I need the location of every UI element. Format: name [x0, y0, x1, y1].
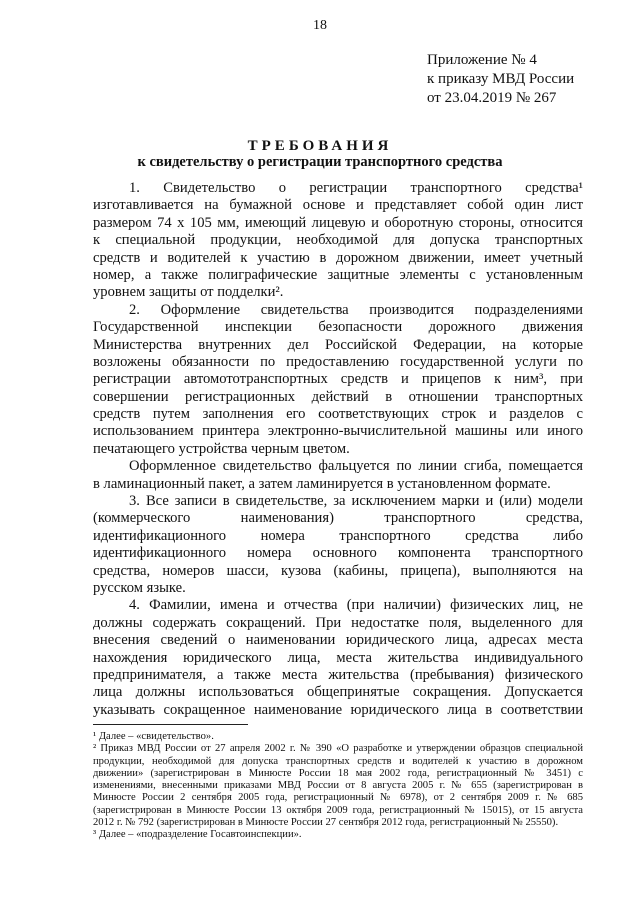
body-line: идентификационного номера транспортного средства либо — [93, 527, 583, 544]
footnote-line: движении» (зарегистрирован в Минюсте России 18 мая 2002 года, регистрационный № 3451) с — [93, 767, 583, 779]
body-line: печатающего устройства черным цветом. — [93, 440, 350, 457]
appendix-line: от 23.04.2019 № 267 — [427, 90, 557, 106]
body-line: уровнем защиты от подделки². — [93, 284, 284, 301]
footnote-line: (зарегистрирован в Минюсте России 13 октября 2009 года, регистрационный № 15015), от 15 августа — [93, 804, 583, 816]
footnote-line: ² Приказ МВД России от 27 апреля 2002 г. № 390 «О разработке и утверждении образцов специальной — [93, 743, 583, 755]
footnote-line: изменениями, внесенными приказами МВД России от 8 августа 2005 г. № 655 (зарегистрирован в — [93, 780, 583, 792]
body-text — [93, 180, 583, 719]
body-line: средств и водителей к участию в дорожном движении, имеет учетный — [93, 249, 583, 266]
footnote-divider — [93, 724, 248, 725]
footnote-line: продукции, необходимой для допуска транспортных средств и водителей к участию в дорожном — [93, 755, 583, 767]
footnote-line: 2012 г. № 792 (зарегистрирован в Минюсте России 27 сентября 2012 года, регистрационный № 25550). — [93, 817, 559, 829]
body-line: возложены обязанности по предоставлению государственной услуги по — [93, 353, 583, 370]
body-line: 1. Свидетельство о регистрации транспортного средства¹ — [129, 180, 583, 196]
body-line: должны содержать сокращений. При недостатке поля, выделенного для — [93, 614, 583, 631]
body-line: в ламинационный пакет, а затем ламинируется в установленном формате. — [93, 475, 551, 492]
body-line: внесения сведений о наименовании юридического лица, адресах места — [93, 632, 583, 649]
document-title: ТРЕБОВАНИЯ — [247, 138, 393, 154]
appendix-line: Приложение № 4 — [427, 52, 537, 68]
appendix-line: к приказу МВД России — [427, 71, 575, 87]
body-line: 2. Оформление свидетельства производится подразделениями — [129, 301, 583, 318]
appendix-block — [427, 51, 574, 108]
body-line: 3. Все записи в свидетельстве, за исключением марки и (или) модели — [129, 493, 583, 510]
body-line: нахождения юридического лица, места жительства индивидуального — [93, 649, 583, 666]
body-line: номер, а также полиграфические защитные элементы с установленным — [93, 266, 583, 283]
body-line: лица должны использоваться общепринятые сокращения. Допускается — [93, 684, 583, 701]
body-line: средства, номеров шасси, кузова (кабины, прицепа), выполняются на — [93, 562, 583, 579]
body-line: к специальной продукции, необходимой для допуска транспортных — [93, 232, 583, 249]
body-line: размером 74 х 105 мм, имеющий лицевую и оборотную стороны, относится — [93, 214, 583, 231]
footnote-line: ³ Далее – «подразделение Госавтоинспекции». — [93, 829, 302, 841]
body-line: Оформленное свидетельство фальцуется по линии сгиба, помещается — [129, 458, 583, 475]
body-line: использованием принтера электронно-вычислительной машины или иного — [93, 423, 583, 440]
document-subtitle: к свидетельству о регистрации транспортного средства — [137, 154, 503, 170]
page-number: 18 — [313, 18, 327, 33]
footnotes — [93, 731, 583, 842]
body-line: русском языке. — [93, 579, 186, 596]
body-line: указывать сокращенное наименование юридического лица в соответствии — [93, 701, 583, 718]
body-line: изготавливается на бумажной основе и представляет собой один лист — [93, 197, 583, 214]
body-line: идентификационного номера основного компонента транспортного — [93, 545, 583, 562]
body-line: предпринимателя, а также места жительства (пребывания) физического — [93, 666, 583, 683]
footnote-line: Минюсте России 2 сентября 2005 года, регистрационный № 6978), от 2 сентября 2009 г. № 685 — [93, 792, 583, 804]
body-line: средств путем заполнения его соответствующих строк и разделов с — [93, 406, 583, 423]
body-line: регистрации автомототранспортных средств и прицепов к ним³, при — [93, 371, 583, 388]
body-line: Министерства внутренних дел Российской Федерации, на которые — [93, 336, 583, 353]
body-line: совершении регистрационных действий в отношении транспортных — [93, 388, 583, 405]
footnote-line: ¹ Далее – «свидетельство». — [93, 731, 214, 742]
body-line: (коммерческого наименования) транспортного средства, — [93, 510, 583, 527]
body-line: Государственной инспекции безопасности дорожного движения — [93, 319, 583, 336]
body-line: 4. Фамилии, имена и отчества (при наличии) физических лиц, не — [129, 597, 583, 614]
